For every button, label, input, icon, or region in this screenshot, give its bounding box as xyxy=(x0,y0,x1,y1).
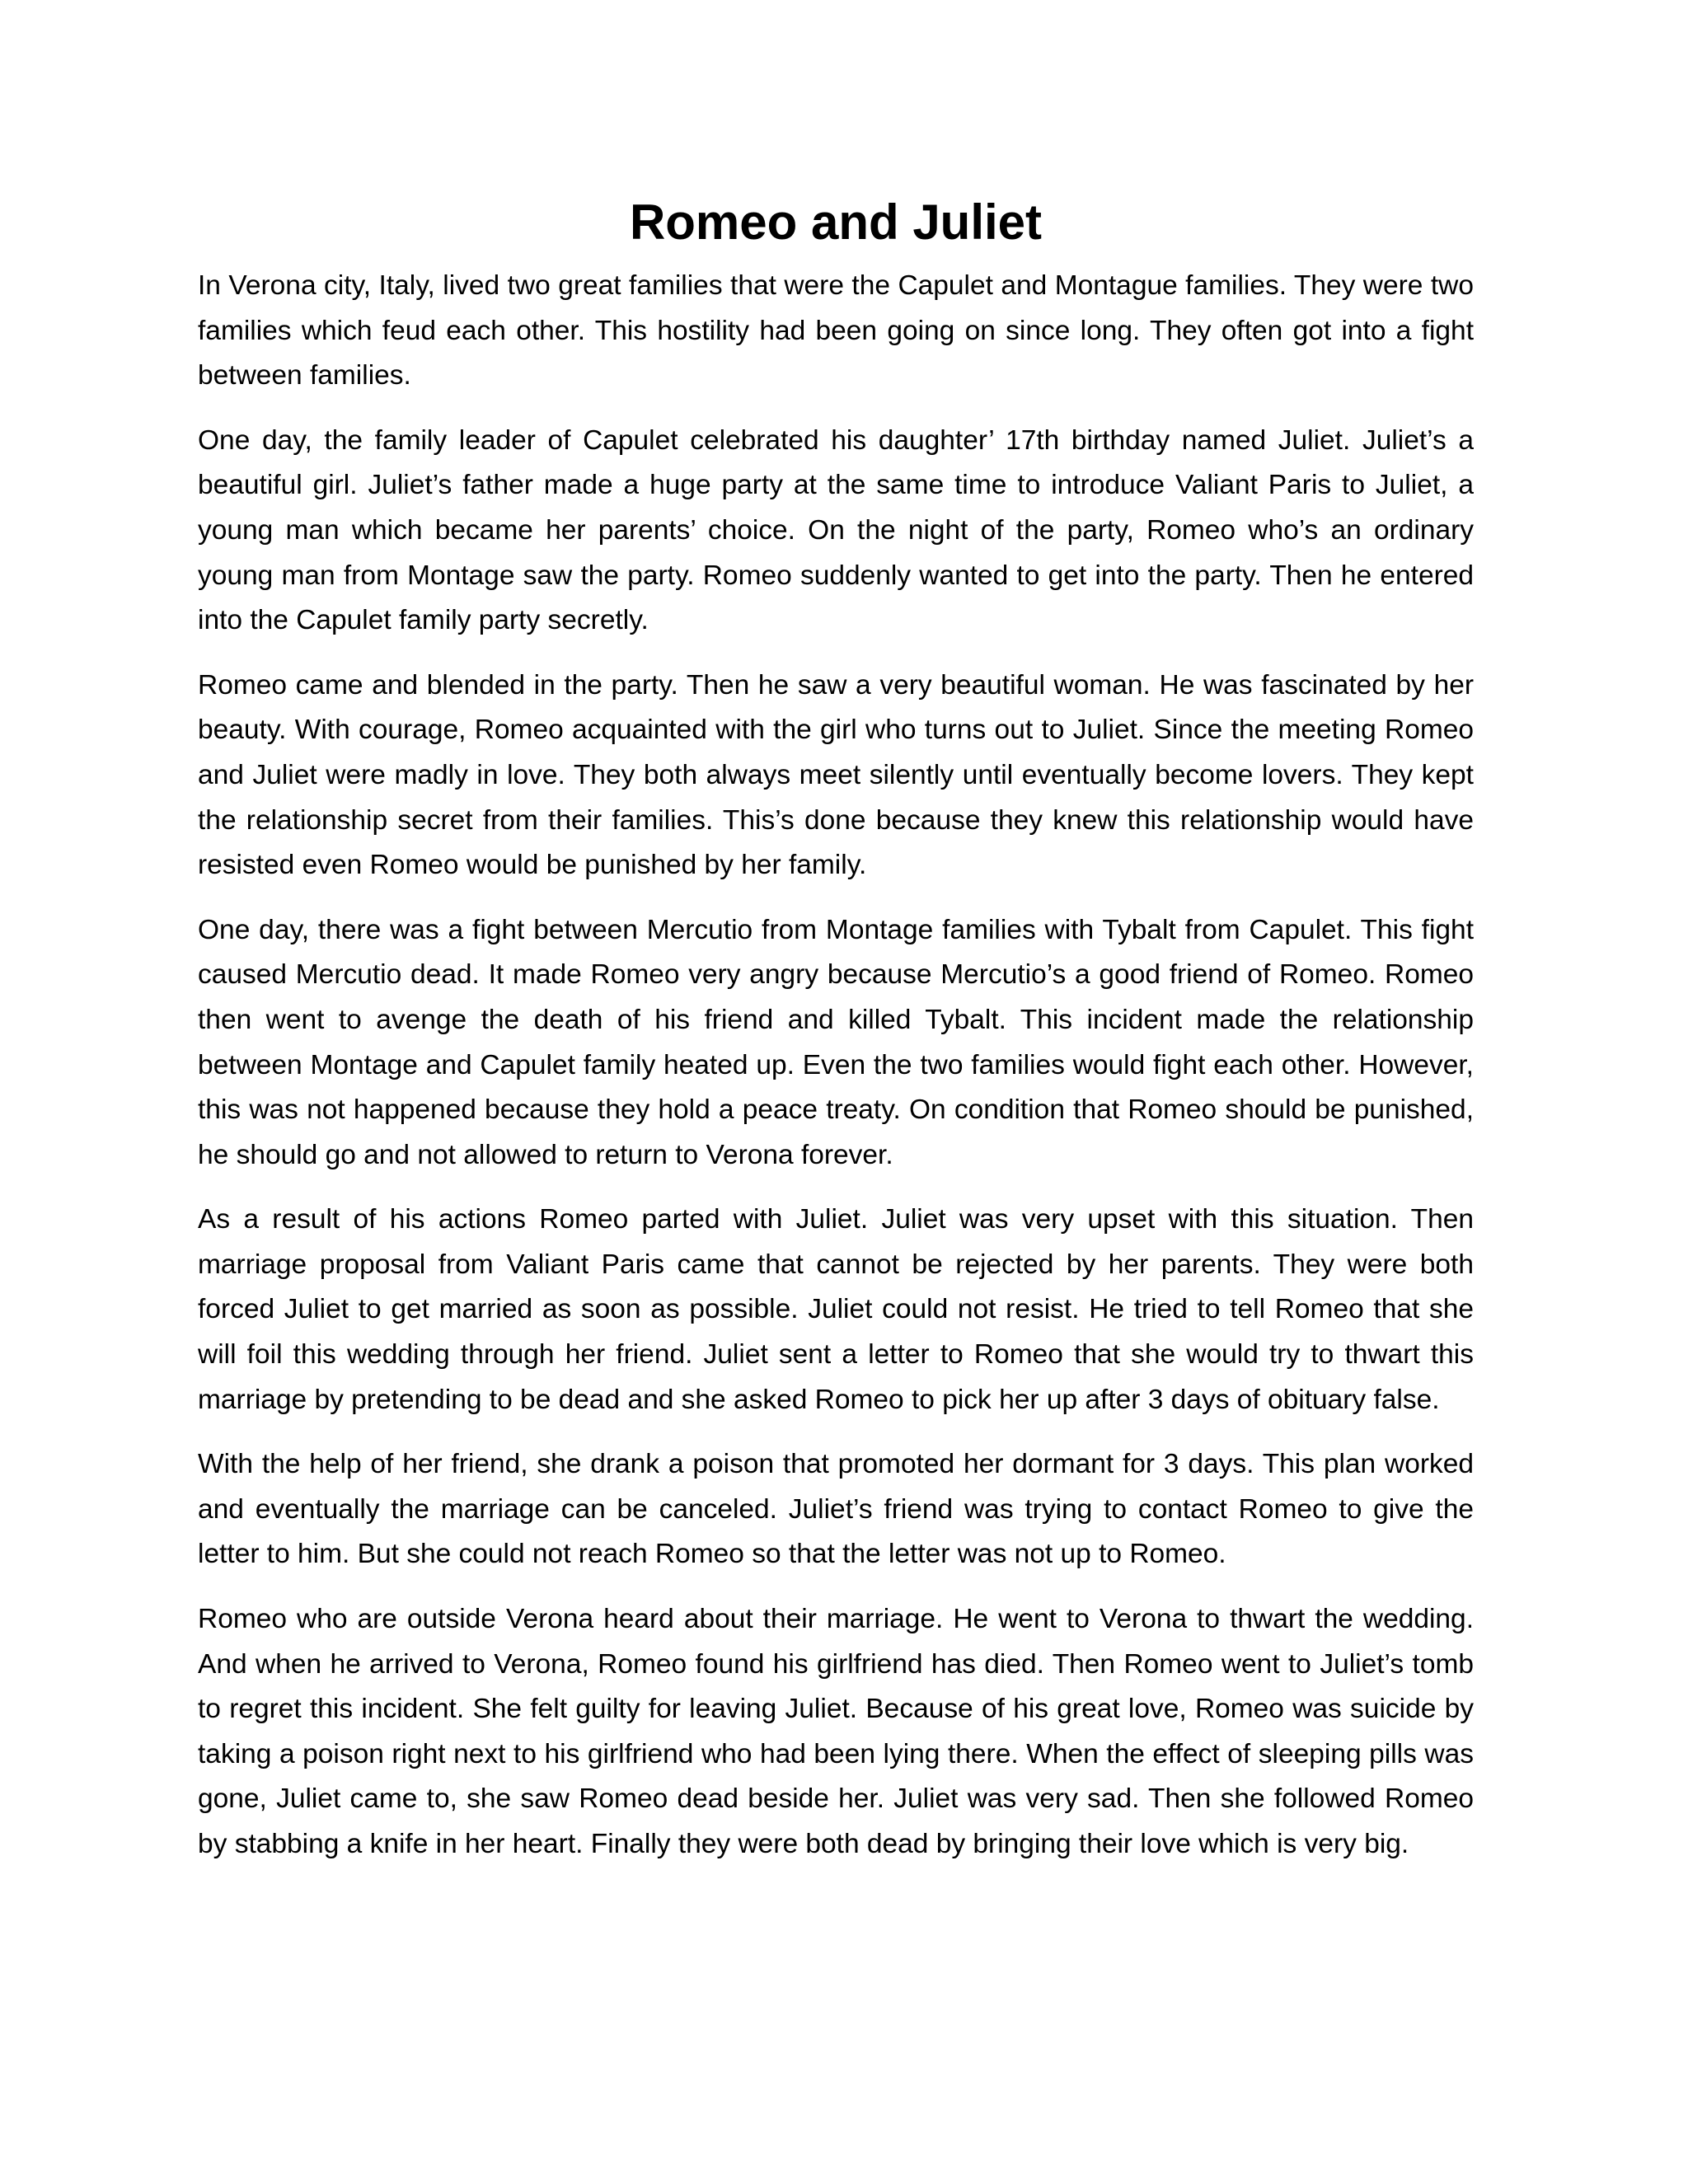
paragraph-1: In Verona city, Italy, lived two great families that were the Capulet and Montague families. They were two families which feud each other. This hostility had been going on since long. They often got into a fight between families. xyxy=(198,270,1474,391)
paragraph-3: Romeo came and blended in the party. Then he saw a very beautiful woman. He was fascinated by her beauty. With courage, Romeo acquainted with the girl who turns out to Juliet. Since the meeting Romeo and Juliet were madly in love. They both always meet silently until eventually become lovers. They kept the relationship secret from their families. This’s done because they knew this relationship would have resisted even Romeo would be punished by her family. xyxy=(198,669,1474,881)
paragraph-5: As a result of his actions Romeo parted with Juliet. Juliet was very upset with this situation. Then marriage proposal from Valiant Paris came that cannot be rejected by her parents. They were both forced Juliet to get married as soon as possible. Juliet could not resist. He tried to tell Romeo that she will foil this wedding through her friend. Juliet sent a letter to Romeo that she would try to thwart this marriage by pretending to be dead and she asked Romeo to pick her up after 3 days of obituary false. xyxy=(198,1204,1474,1415)
paragraph-4: One day, there was a fight between Mercutio from Montage families with Tybalt from Capulet. This fight caused Mercutio dead. It made Romeo very angry because Mercutio’s a good friend of Romeo. Romeo then went to avenge the death of his friend and killed Tybalt. This incident made the relationship between Montage and Capulet family heated up. Even the two families would fight each other. However, this was not happened because they hold a peace treaty. On condition that Romeo should be punished, he should go and not allowed to return to Verona forever. xyxy=(198,914,1474,1170)
paragraph-6: With the help of her friend, she drank a poison that promoted her dormant for 3 days. This plan worked and eventually the marriage can be canceled. Juliet’s friend was trying to contact Romeo to give the letter to him. But she could not reach Romeo so that the letter was not up to Romeo. xyxy=(198,1449,1474,1570)
document-page xyxy=(198,190,1474,1887)
document-title: Romeo and Juliet xyxy=(629,194,1043,250)
paragraph-7: Romeo who are outside Verona heard about their marriage. He went to Verona to thwart the wedding. And when he arrived to Verona, Romeo found his girlfriend has died. Then Romeo went to Juliet’s tomb to regret this incident. She felt guilty for leaving Juliet. Because of his great love, Romeo was suicide by taking a poison right next to his girlfriend who had been lying there. When the effect of sleeping pills was gone, Juliet came to, she saw Romeo dead beside her. Juliet was very sad. Then she followed Romeo by stabbing a knife in her heart. Finally they were both dead by bringing their love which is very big. xyxy=(198,1604,1474,1859)
paragraph-2: One day, the family leader of Capulet celebrated his daughter’ 17th birthday named Juliet. Juliet’s a beautiful girl. Juliet’s father made a huge party at the same time to introduce Valiant Paris to Juliet, a young man which became her parents’ choice. On the night of the party, Romeo who’s an ordinary young man from Montage saw the party. Romeo suddenly wanted to get into the party. Then he entered into the Capulet family party secretly. xyxy=(198,424,1474,636)
